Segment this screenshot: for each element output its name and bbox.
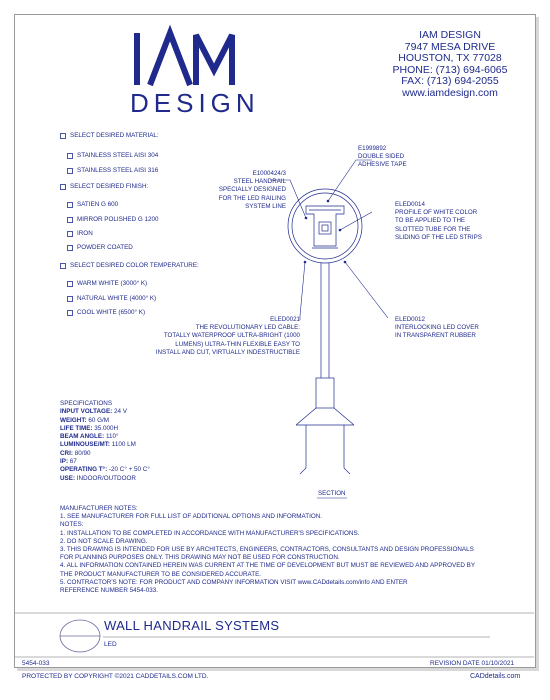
- callout-eled0012: ELED0012 INTERLOCKING LED COVER IN TRANSPARENT RUBBER: [395, 316, 479, 340]
- spec-row: WEIGHT: 60 G/M: [60, 416, 109, 424]
- option-material-header[interactable]: SELECT DESIRED MATERIAL:: [60, 132, 159, 139]
- callout-e1999892: E1999892 DOUBLE SIDED ADHESIVE TAPE: [358, 145, 407, 169]
- iam-logo-mark: [137, 33, 232, 85]
- company-address-1: 7947 MESA DRIVE: [404, 40, 496, 53]
- company-name: IAM DESIGN: [419, 29, 481, 41]
- leader-arrows: [304, 200, 347, 264]
- callout-eled0014: ELED0014 PROFILE OF WHITE COLOR TO BE APPLIED TO THE SLOTTED TUBE FOR THE SLIDING OF THE LED STRIPS: [395, 201, 482, 241]
- drawing-subtitle: LED: [104, 641, 117, 648]
- spec-row: INPUT VOLTAGE: 24 V: [60, 408, 127, 416]
- note-line: 1. SEE MANUFACTURER FOR FULL LIST OF ADDITIONAL OPTIONS AND INFORMATION.: [60, 513, 323, 521]
- spec-row: LUMINOUSE/MT: 1100 LM: [60, 441, 136, 449]
- company-website[interactable]: www.iamdesign.com: [402, 86, 498, 99]
- checkbox-icon[interactable]: [60, 184, 66, 190]
- specs-header: SPECIFICATIONS: [60, 400, 113, 407]
- option-color-warm[interactable]: WARM WHITE (3000° K): [67, 280, 147, 287]
- note-line: THE PRODUCT MANUFACTURER TO BE CONSIDERED ACCURATE.: [60, 570, 262, 578]
- checkbox-icon[interactable]: [67, 231, 73, 237]
- option-finish-iron[interactable]: IRON: [67, 230, 93, 237]
- option-finish-satien[interactable]: SATIEN G 600: [67, 201, 118, 208]
- option-color-header[interactable]: SELECT DESIRED COLOR TEMPERATURE:: [60, 262, 199, 269]
- revision-date: REVISION DATE 01/10/2021: [430, 660, 515, 667]
- callout-eled0021: ELED0021 THE REVOLUTIONARY LED CABLE: TOTALLY WATERPROOF ULTRA-BRIGHT (1000 LUMENS) ULTRA-THIN FLEXIBLE EASY TO INSTALL AND CUT, VIRTUALLY INDESTRUCTIBLE: [155, 316, 300, 356]
- checkbox-icon[interactable]: [60, 263, 66, 269]
- manufacturer-notes-header: MANUFACTURER NOTES:: [60, 505, 138, 512]
- spec-row: OPERATING T°: -20 C° + 50 C°: [60, 466, 150, 474]
- note-line: 4. ALL INFORMATION CONTAINED HEREIN WAS CURRENT AT THE TIME OF DEVELOPMENT BUT MUST BE REVIEWED AND APPROVED BY: [60, 562, 476, 570]
- option-material-304[interactable]: STAINLESS STEEL AISI 304: [67, 152, 158, 159]
- specifications: [60, 400, 150, 483]
- checkbox-icon[interactable]: [67, 168, 73, 174]
- checkbox-icon[interactable]: [67, 153, 73, 159]
- company-phone: PHONE: (713) 694-6065: [392, 63, 508, 76]
- note-line: 5. CONTRACTOR'S NOTE: FOR PRODUCT AND COMPANY INFORMATION VISIT www.CADdetails.com/info AND ENTER: [60, 578, 408, 586]
- notes-header: NOTES:: [60, 521, 84, 529]
- checkbox-icon[interactable]: [60, 133, 66, 139]
- company-fax: FAX: (713) 694-2055: [401, 75, 499, 88]
- checkbox-icon[interactable]: [67, 202, 73, 208]
- drawing-title: WALL HANDRAIL SYSTEMS: [104, 618, 280, 633]
- caddetails-link[interactable]: CADdetails.com: [470, 673, 521, 680]
- company-info: [375, 30, 525, 100]
- copyright-notice: PROTECTED BY COPYRIGHT ©2021 CADDETAILS.COM LTD.: [22, 673, 209, 680]
- spec-row: IP: 67: [60, 458, 77, 466]
- logo-wordmark: DESIGN: [130, 88, 260, 118]
- notes-section: [60, 505, 475, 595]
- option-material-316[interactable]: STAINLESS STEEL AISI 316: [67, 167, 158, 174]
- checkbox-icon[interactable]: [67, 217, 73, 223]
- spec-row: CRI: 80/90: [60, 449, 91, 457]
- reference-number: 5454-033: [22, 660, 50, 667]
- checkbox-icon[interactable]: [67, 296, 73, 302]
- checkbox-icon[interactable]: [67, 281, 73, 287]
- checkbox-icon[interactable]: [67, 245, 73, 251]
- option-finish-mirror[interactable]: MIRROR POLISHED G 1200: [67, 216, 159, 223]
- note-line: 3. THIS DRAWING IS INTENDED FOR USE BY ARCHITECTS, ENGINEERS, CONTRACTORS, CONSULTANTS AND DESIGN PROFESSIONALS: [60, 546, 474, 554]
- option-finish-powder[interactable]: POWDER COATED: [67, 244, 133, 251]
- option-finish-header[interactable]: SELECT DESIRED FINISH:: [60, 183, 148, 190]
- checkbox-icon[interactable]: [67, 310, 73, 316]
- spec-row: BEAM ANGLE: 110°: [60, 433, 119, 441]
- option-color-natural[interactable]: NATURAL WHITE (4000° K): [67, 295, 156, 302]
- note-line: FOR PLANNING PURPOSES ONLY. THIS DRAWING MAY NOT BE USED FOR CONSTRUCTION.: [60, 554, 340, 562]
- option-color-cool[interactable]: COOL WHITE (6500° K): [67, 309, 145, 316]
- note-line: 2. DO NOT SCALE DRAWING.: [60, 537, 148, 545]
- note-line: REFERENCE NUMBER 5454-033.: [60, 587, 158, 595]
- callout-e1000424: E1000424/3 STEEL HANDRAIL SPECIALLY DESIGNED FOR THE LED RAILING SYSTEM LINE: [218, 170, 286, 210]
- company-address-2: HOUSTON, TX 77028: [398, 52, 502, 65]
- section-label: SECTION: [318, 490, 346, 497]
- note-line: 1. INSTALLATION TO BE COMPLETED IN ACCORDANCE WITH MANUFACTURER'S SPECIFICATIONS.: [60, 529, 360, 537]
- spec-row: LIFE TIME: 35.000H: [60, 424, 119, 432]
- spec-row: USE: INDOOR/OUTDOOR: [60, 474, 136, 482]
